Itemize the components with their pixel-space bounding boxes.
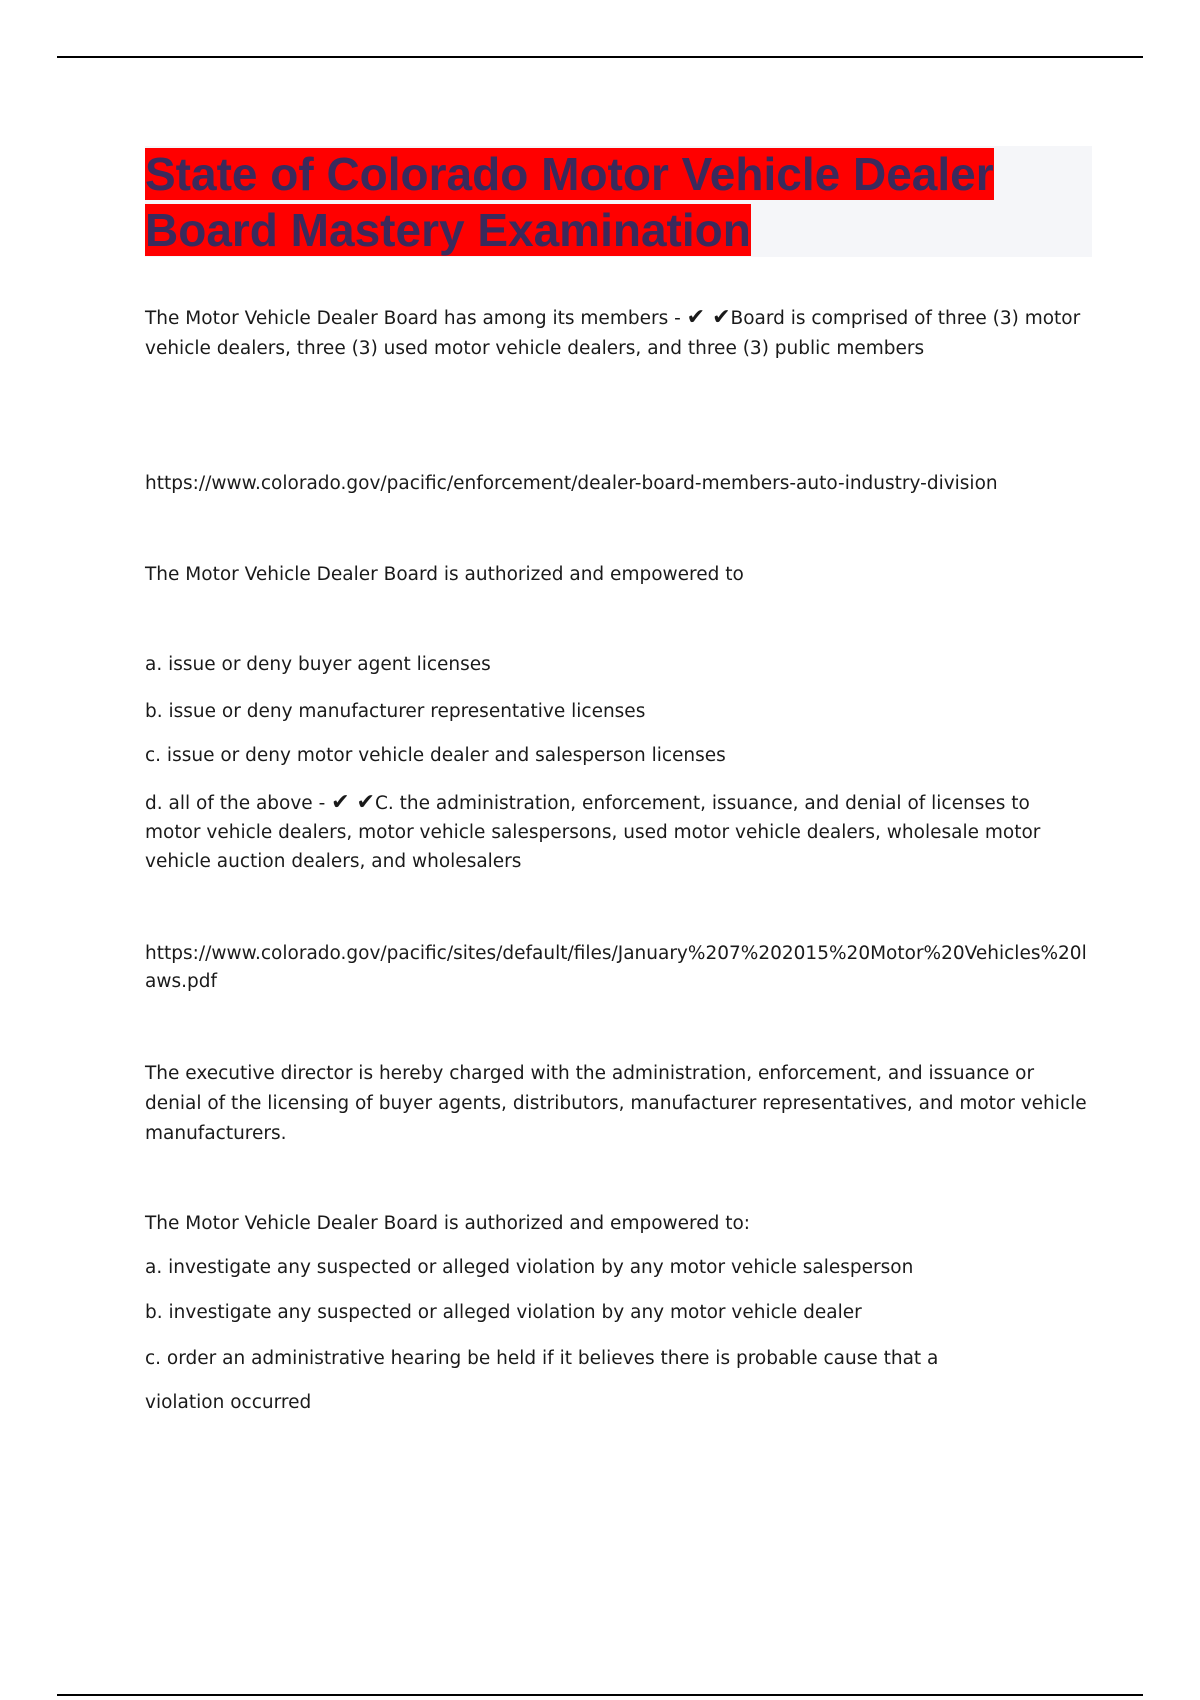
top-rule — [57, 56, 1143, 58]
question-authorized-to: The Motor Vehicle Dealer Board is authorized and empowered to: — [145, 1213, 751, 1234]
option-a: a. issue or deny buyer agent licenses — [145, 654, 491, 675]
reference-link[interactable]: https://www.colorado.gov/pacific/sites/default/files/January%207%202015%20Motor%20Vehicles%20laws.pdf — [145, 943, 1087, 992]
option-d-text: d. all of the above - — [145, 793, 332, 814]
bottom-rule — [57, 1694, 1143, 1696]
option-c: c. issue or deny motor vehicle dealer and salesperson licenses — [145, 745, 726, 766]
option-a: a. investigate any suspected or alleged violation by any motor vehicle salesperson — [145, 1257, 914, 1278]
question-authorized: The Motor Vehicle Dealer Board is authorized and empowered to — [145, 564, 744, 585]
title-block — [145, 146, 1092, 257]
answer-text: Board is comprised of three (3) motor vehicle dealers, three (3) used motor vehicle dealers, and three (3) public members — [145, 308, 1081, 359]
answer-text: C. the administration, enforcement, issuance, and denial of licenses to motor vehicle dealers, motor vehicle salespersons, used motor vehicle dealers, wholesale motor vehicle auction dealers, and wholesalers — [145, 793, 1041, 872]
checkmark-icon: ✔ ✔ — [686, 305, 731, 330]
paragraph-executive-director: The executive director is hereby charged with the administration, enforcement, and issuance or denial of the licensing of buyer agents, distributors, manufacturer representatives, and motor vehicle manufacturers. — [145, 1063, 1087, 1144]
title-highlight: State of Colorado Motor Vehicle Dealer Board Mastery Examination — [145, 148, 994, 256]
question-text: The Motor Vehicle Dealer Board has among its members - — [145, 308, 687, 329]
option-c-continued: violation occurred — [145, 1392, 312, 1413]
option-b: b. investigate any suspected or alleged violation by any motor vehicle dealer — [145, 1302, 862, 1323]
checkmark-icon: ✔ ✔ — [331, 790, 375, 815]
option-c: c. order an administrative hearing be held if it believes there is probable cause that a — [145, 1348, 939, 1369]
reference-link[interactable]: https://www.colorado.gov/pacific/enforcement/dealer-board-members-auto-industry-division — [145, 473, 998, 494]
option-d — [145, 789, 1090, 876]
option-b: b. issue or deny manufacturer representative licenses — [145, 701, 646, 722]
document-title — [145, 146, 1092, 258]
question-board-members — [145, 304, 1090, 364]
